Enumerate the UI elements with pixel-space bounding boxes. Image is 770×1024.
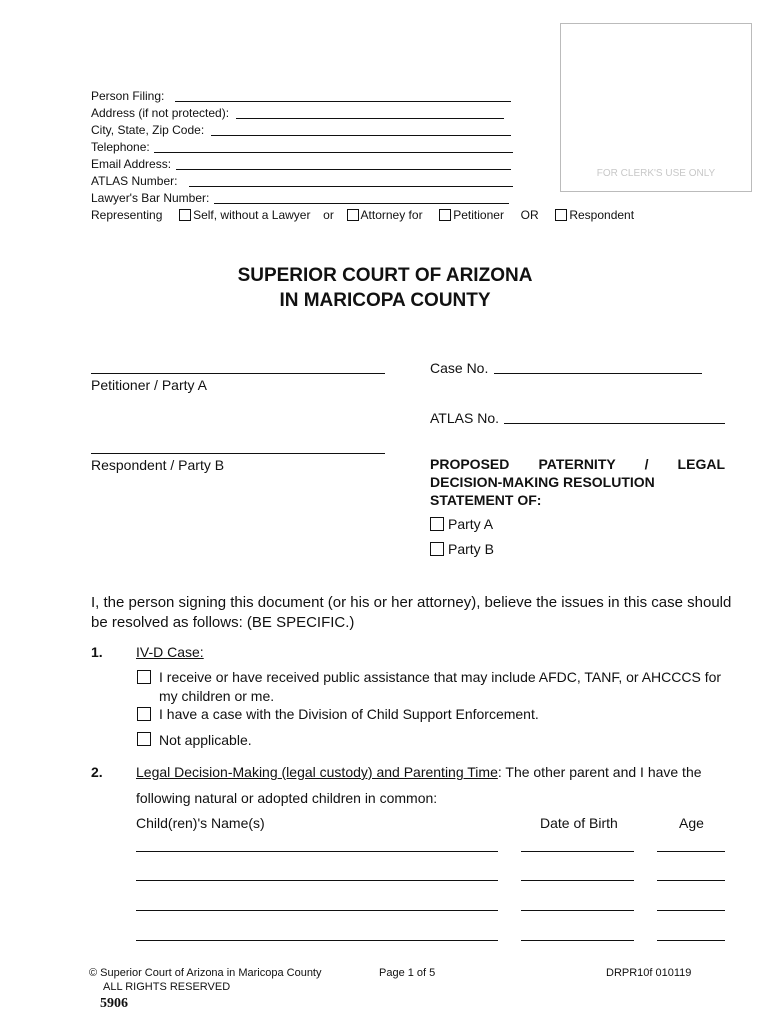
footer-rights: ALL RIGHTS RESERVED <box>103 981 231 993</box>
party-b-checkbox[interactable] <box>430 542 444 556</box>
bar-number-label: Lawyer's Bar Number: <box>91 191 210 205</box>
child-dob-field-4[interactable] <box>521 940 634 941</box>
case-no-field[interactable] <box>494 373 702 374</box>
atlas-no-field[interactable] <box>504 423 725 424</box>
section2-line2: following natural or adopted children in common: <box>136 790 438 806</box>
clerk-use-label: FOR CLERK'S USE ONLY <box>596 168 716 179</box>
city-state-zip-label: City, State, Zip Code: <box>91 123 205 137</box>
child-age-field-2[interactable] <box>657 880 725 881</box>
petitioner-name-field[interactable] <box>91 373 385 374</box>
public-assistance-line1: I receive or have received public assistance that may include AFDC, TANF, or AHCCCS for <box>159 669 722 685</box>
child-age-field-3[interactable] <box>657 910 725 911</box>
footer-page-number: Page 1 of 5 <box>379 967 436 979</box>
footer-form-code: DRPR10f 010119 <box>606 967 692 979</box>
not-applicable-checkbox[interactable] <box>137 732 151 746</box>
party-b-option <box>430 541 494 557</box>
atlas-number-label: ATLAS Number: <box>91 174 178 188</box>
party-a-checkbox[interactable] <box>430 517 444 531</box>
party-a-option <box>430 516 493 532</box>
child-age-field-1[interactable] <box>657 851 725 852</box>
petitioner-label: Petitioner / Party A <box>91 377 207 393</box>
respondent-label: Respondent / Party B <box>91 457 225 473</box>
party-b-label: Party B <box>448 541 494 557</box>
not-applicable-label: Not applicable. <box>159 732 252 748</box>
or-text: or <box>323 208 334 222</box>
dcse-case-checkbox[interactable] <box>137 707 151 721</box>
date-of-birth-header: Date of Birth <box>540 815 618 831</box>
footer-form-number: 5906 <box>100 996 128 1011</box>
intro-line1: I, the person signing this document (or his or her attorney), believe the issues in this case should <box>91 594 732 611</box>
child-age-field-4[interactable] <box>657 940 725 941</box>
party-a-label: Party A <box>448 516 494 532</box>
child-dob-field-3[interactable] <box>521 910 634 911</box>
children-names-header: Child(ren)'s Name(s) <box>136 815 265 831</box>
atlas-number-field[interactable] <box>189 186 513 187</box>
document-title-line1: PROPOSED PATERNITY / LEGAL <box>430 456 725 472</box>
atlas-no-label: ATLAS No. <box>430 410 499 426</box>
address-field[interactable] <box>236 118 504 119</box>
section2-heading-tail: : The other parent and I have the <box>497 764 702 780</box>
dcse-case-label: I have a case with the Division of Child Support Enforcement. <box>159 706 539 722</box>
court-title: SUPERIOR COURT OF ARIZONA <box>237 265 533 286</box>
section1-heading: IV-D Case: <box>136 644 204 660</box>
section1-number: 1. <box>91 644 103 660</box>
child-name-field-4[interactable] <box>136 940 498 941</box>
public-assistance-checkbox[interactable] <box>137 670 151 684</box>
document-title-line3: STATEMENT OF: <box>430 492 542 508</box>
child-dob-field-2[interactable] <box>521 880 634 881</box>
email-label: Email Address: <box>91 157 172 171</box>
child-name-field-1[interactable] <box>136 851 498 852</box>
attorney-checkbox[interactable] <box>347 209 359 221</box>
respondent-label: Respondent <box>569 208 635 222</box>
county-title: IN MARICOPA COUNTY <box>279 290 491 311</box>
child-name-field-2[interactable] <box>136 880 498 881</box>
petitioner-checkbox[interactable] <box>439 209 451 221</box>
telephone-label: Telephone: <box>91 140 150 154</box>
respondent-name-field[interactable] <box>91 453 385 454</box>
city-state-zip-field[interactable] <box>211 135 511 136</box>
child-name-field-3[interactable] <box>136 910 498 911</box>
telephone-field[interactable] <box>154 152 513 153</box>
respondent-checkbox[interactable] <box>555 209 567 221</box>
section2-number: 2. <box>91 764 103 780</box>
section2-heading: Legal Decision-Making (legal custody) and Parenting Time <box>136 764 498 780</box>
self-label: Self, without a Lawyer <box>193 208 311 222</box>
email-field[interactable] <box>176 169 511 170</box>
clerk-use-box <box>560 23 752 192</box>
representing-label: Representing <box>91 208 163 222</box>
public-assistance-line2: my children or me. <box>159 688 275 704</box>
case-no-label: Case No. <box>430 360 489 376</box>
petitioner-label: Petitioner <box>453 208 504 222</box>
address-label: Address (if not protected): <box>91 106 230 120</box>
person-filing-field[interactable] <box>175 101 511 102</box>
footer-copyright: © Superior Court of Arizona in Maricopa County <box>89 967 322 979</box>
bar-number-field[interactable] <box>214 203 509 204</box>
attorney-label: Attorney for <box>360 208 423 222</box>
document-title-line2: DECISION-MAKING RESOLUTION <box>430 474 655 490</box>
section2-heading-line <box>136 764 725 780</box>
intro-line2: be resolved as follows: (BE SPECIFIC.) <box>91 614 355 631</box>
person-filing-label: Person Filing: <box>91 89 165 103</box>
or-text-2: OR <box>520 208 539 222</box>
self-checkbox[interactable] <box>179 209 191 221</box>
child-dob-field-1[interactable] <box>521 851 634 852</box>
representing-row <box>91 208 634 222</box>
age-header: Age <box>679 815 704 831</box>
